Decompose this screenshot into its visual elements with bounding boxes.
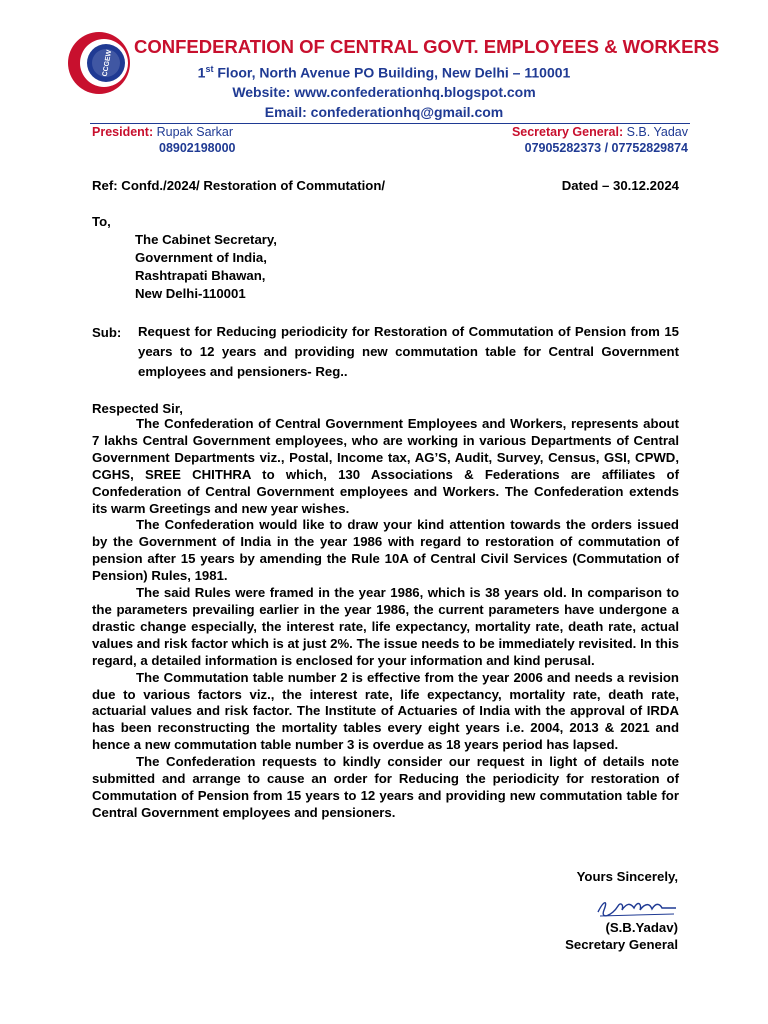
salutation: Respected Sir, (92, 401, 183, 416)
body-paragraph: The Confederation would like to draw your kind attention towards the orders issued by the Government of India in the year 1986 with regard to restoration of commutation of pension after 15 years by amending the Rule 10A of Central Civil Services (Commutation of Pension) Rules, 1981. (92, 517, 679, 584)
addressee-line: Government of India, (135, 250, 267, 265)
organization-name: CONFEDERATION OF CENTRAL GOVT. EMPLOYEES & WORKERS (134, 36, 720, 57)
addressee-line: Rashtrapati Bhawan, (135, 268, 266, 283)
body-paragraph: The Confederation requests to kindly consider our request in light of details note submitted and arrange to cause an order for Reducing the periodicity for restoration of Commutation of Pension from 15 years to 12 years and providing new commutation table for Central Government employees and pensioners. (92, 754, 679, 820)
body-paragraph: The said Rules were framed in the year 1986, which is 38 years old. In comparison to the parameters prevailing earlier in the year 1986, the current parameters have undergone a drastic change especially, the interest rate, life expectancy, mortality rate, death rate, actual values and risk factor which is at just 2%. The issue needs to be immediately revisited. In this regard, a detailed information is enclosed for your information and kind perusal. (92, 585, 679, 668)
body-paragraph: The Commutation table number 2 is effective from the year 2006 and needs a revision due to various factors viz., the interest rate, life expectancy, mortality rate, death rate, actuarial values and risk factor. The Institute of Actuaries of India with the approval of IRDA has been reconstructing the mortality tables every eight years i.e. 2004, 2013 & 2021 and hence a new commutation table number 3 is overdue as 18 years period has lapsed. (92, 669, 679, 753)
reference-line (92, 177, 679, 194)
handwritten-signature (590, 890, 680, 922)
secgen-name: S.B. Yadav (626, 125, 688, 139)
header-divider (90, 123, 690, 124)
organization-logo (66, 30, 132, 96)
logo-text: CCGEW (101, 49, 114, 78)
organization-address: 1st Floor, North Avenue PO Building, New Delhi – 110001 (197, 64, 571, 81)
signatory-title: Secretary General (565, 937, 678, 952)
addressee-line: New Delhi-110001 (135, 286, 246, 301)
signatory-name: (S.B.Yadav) (605, 920, 678, 935)
addressee-block (135, 231, 277, 303)
organization-website: Website: www.confederationhq.blogspot.com (232, 84, 536, 100)
president-phone: 08902198000 (159, 141, 236, 155)
president-block (92, 125, 235, 155)
president-role: President: (92, 125, 154, 139)
secgen-role: Secretary General: (511, 125, 624, 139)
reference-number: Ref: Confd./2024/ Restoration of Commutation/ (92, 178, 386, 193)
body-paragraph: The Confederation of Central Government Employees and Workers, represents about 7 lakhs Central Government employees, who are working in various Departments of Central Government Departments viz., Postal, Income tax, AG’S, Audit, Survey, Census, GSI, CPWD, CGHS, SREE CHITHRA to which, 130 Associations & Federations are affiliates of Confederation of Central Government employees and Workers. The Confederation extends its warm Greetings and new year wishes. (92, 416, 679, 516)
to-label: To, (92, 214, 111, 229)
subject-line (92, 324, 679, 382)
president-name: Rupak Sarkar (156, 125, 234, 139)
letter-body (92, 416, 679, 822)
organization-email: Email: confederationhq@gmail.com (264, 104, 504, 120)
letter-date: Dated – 30.12.2024 (561, 178, 679, 193)
secretary-general-block (512, 125, 688, 155)
addressee-line: The Cabinet Secretary, (135, 232, 277, 247)
signatory-block (565, 919, 678, 953)
subject-text: Request for Reducing periodicity for Restoration of Commutation of Pension from 15 years to 12 years and providing new commutation table for Central Government employees and pensioners- Reg.. (138, 324, 679, 379)
closing: Yours Sincerely, (576, 869, 678, 884)
subject-label: Sub: (92, 325, 122, 340)
secgen-phone: 07905282373 / 07752829874 (524, 141, 688, 155)
